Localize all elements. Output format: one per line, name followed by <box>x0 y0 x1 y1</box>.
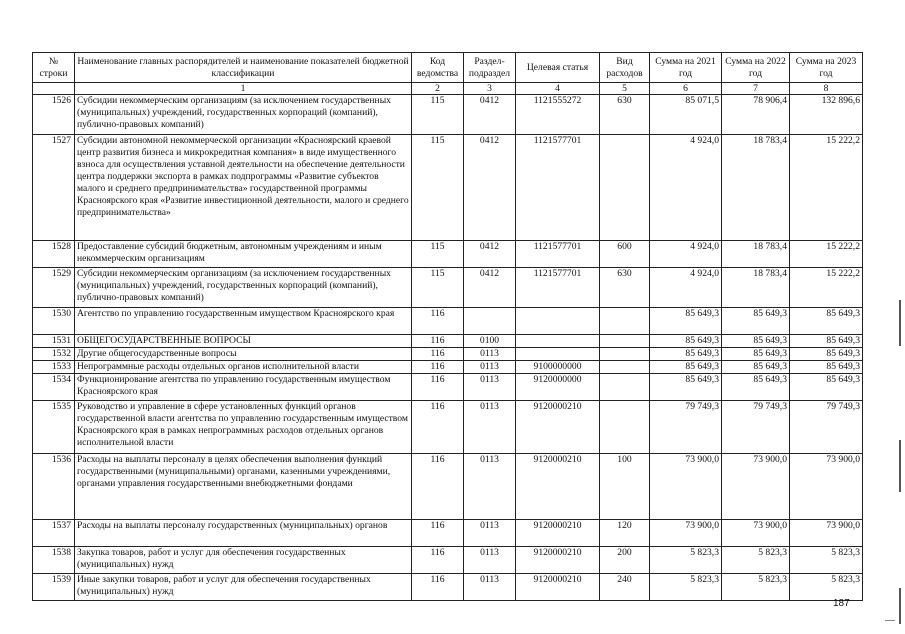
table-row <box>33 95 863 135</box>
column-index: 4 <box>516 83 600 95</box>
row-code: 116 <box>412 374 464 401</box>
header-name: Наименование главных распорядителей и наименование показателей бюджетной классификации <box>75 53 412 83</box>
row-code: 115 <box>412 241 464 268</box>
row-sum-2023: 85 649,3 <box>790 335 863 348</box>
row-sum-2022: 85 649,3 <box>722 348 790 361</box>
row-number: 1531 <box>33 335 75 348</box>
row-kind: 600 <box>600 241 650 268</box>
row-sum-2023: 15 222,2 <box>790 241 863 268</box>
column-index: 8 <box>790 83 863 95</box>
row-kind <box>600 374 650 401</box>
row-sum-2022: 5 823,3 <box>722 574 790 601</box>
row-section: 0113 <box>464 401 516 454</box>
table-row <box>33 308 863 335</box>
header-row <box>33 53 863 83</box>
row-section: 0113 <box>464 361 516 374</box>
row-target: 1121577701 <box>516 135 600 241</box>
row-code: 116 <box>412 574 464 601</box>
row-section: 0412 <box>464 135 516 241</box>
row-target: 9120000210 <box>516 401 600 454</box>
row-name: Руководство и управление в сфере установленных функций органов государственной власти агентства по управлению государственным имуществом Красноярского края в рамках непрограммных расходов отдельных органов исполнительной власти <box>75 401 412 454</box>
header-sum-2022: Сумма на 2022 год <box>722 53 790 83</box>
row-target: 1121577701 <box>516 241 600 268</box>
row-section <box>464 308 516 335</box>
row-sum-2023: 85 649,3 <box>790 308 863 335</box>
row-target: 9120000210 <box>516 454 600 520</box>
header-code: Код ведомства <box>412 53 464 83</box>
table-row <box>33 374 863 401</box>
row-sum-2023: 85 649,3 <box>790 374 863 401</box>
table-row <box>33 135 863 241</box>
row-sum-2022: 73 900,0 <box>722 520 790 547</box>
row-sum-2022: 79 749,3 <box>722 401 790 454</box>
row-code: 116 <box>412 401 464 454</box>
column-index: 3 <box>464 83 516 95</box>
row-number: 1529 <box>33 268 75 308</box>
row-number: 1530 <box>33 308 75 335</box>
row-section: 0100 <box>464 335 516 348</box>
row-target <box>516 308 600 335</box>
row-sum-2021: 85 071,5 <box>650 95 722 135</box>
row-sum-2023: 85 649,3 <box>790 348 863 361</box>
column-index: 2 <box>412 83 464 95</box>
row-target: 1121577701 <box>516 268 600 308</box>
column-index: 6 <box>650 83 722 95</box>
row-name: ОБЩЕГОСУДАРСТВЕННЫЕ ВОПРОСЫ <box>75 335 412 348</box>
row-kind <box>600 361 650 374</box>
row-code: 116 <box>412 454 464 520</box>
table-row <box>33 361 863 374</box>
row-sum-2022: 85 649,3 <box>722 361 790 374</box>
row-target: 1121555272 <box>516 95 600 135</box>
row-kind: 100 <box>600 454 650 520</box>
table-row <box>33 547 863 574</box>
row-code: 116 <box>412 335 464 348</box>
table-row <box>33 348 863 361</box>
row-sum-2023: 73 900,0 <box>790 520 863 547</box>
row-name: Агентство по управлению государственным имуществом Красноярского края <box>75 308 412 335</box>
row-section: 0113 <box>464 547 516 574</box>
row-sum-2021: 5 823,3 <box>650 574 722 601</box>
scan-edge-mark <box>885 620 895 621</box>
row-kind: 200 <box>600 547 650 574</box>
row-sum-2023: 85 649,3 <box>790 361 863 374</box>
row-sum-2022: 18 783,4 <box>722 241 790 268</box>
row-sum-2021: 85 649,3 <box>650 361 722 374</box>
row-sum-2021: 85 649,3 <box>650 374 722 401</box>
row-code: 115 <box>412 95 464 135</box>
row-target <box>516 348 600 361</box>
table-row <box>33 454 863 520</box>
row-name: Непрограммные расходы отдельных органов исполнительной власти <box>75 361 412 374</box>
column-index: 1 <box>75 83 412 95</box>
row-section: 0113 <box>464 574 516 601</box>
row-sum-2022: 85 649,3 <box>722 374 790 401</box>
row-target <box>516 335 600 348</box>
row-code: 115 <box>412 135 464 241</box>
row-target: 9120000210 <box>516 547 600 574</box>
row-sum-2022: 73 900,0 <box>722 454 790 520</box>
column-index <box>33 83 75 95</box>
table-body <box>33 95 863 601</box>
row-name: Другие общегосударственные вопросы <box>75 348 412 361</box>
row-number: 1534 <box>33 374 75 401</box>
row-kind <box>600 308 650 335</box>
header-sum-2021: Сумма на 2021 год <box>650 53 722 83</box>
row-section: 0113 <box>464 374 516 401</box>
scan-edge-mark <box>899 300 901 346</box>
row-name: Закупка товаров, работ и услуг для обеспечения государственных (муниципальных) нужд <box>75 547 412 574</box>
row-name: Иные закупки товаров, работ и услуг для обеспечения государственных (муниципальных) нужд <box>75 574 412 601</box>
row-sum-2023: 5 823,3 <box>790 547 863 574</box>
row-sum-2022: 5 823,3 <box>722 547 790 574</box>
row-sum-2023: 79 749,3 <box>790 401 863 454</box>
table-row <box>33 241 863 268</box>
column-index: 5 <box>600 83 650 95</box>
row-number: 1526 <box>33 95 75 135</box>
row-kind <box>600 401 650 454</box>
row-sum-2023: 5 823,3 <box>790 574 863 601</box>
header-num: № строки <box>33 53 75 83</box>
row-kind <box>600 135 650 241</box>
row-kind <box>600 335 650 348</box>
table-row <box>33 574 863 601</box>
row-sum-2021: 4 924,0 <box>650 241 722 268</box>
column-index-row <box>33 83 863 95</box>
row-sum-2021: 85 649,3 <box>650 348 722 361</box>
row-sum-2023: 132 896,6 <box>790 95 863 135</box>
row-kind: 630 <box>600 95 650 135</box>
row-code: 116 <box>412 361 464 374</box>
row-number: 1539 <box>33 574 75 601</box>
table-row <box>33 335 863 348</box>
row-section: 0113 <box>464 454 516 520</box>
header-target: Целевая статья <box>516 53 600 83</box>
row-code: 116 <box>412 308 464 335</box>
row-name: Функционирование агентства по управлению государственным имуществом Красноярского края <box>75 374 412 401</box>
row-section: 0113 <box>464 348 516 361</box>
row-section: 0412 <box>464 241 516 268</box>
row-name: Расходы на выплаты персоналу в целях обеспечения выполнения функций государственными (муниципальными) органами, казенными учреждениями, органами управления государственными внебюджетными фондами <box>75 454 412 520</box>
row-number: 1533 <box>33 361 75 374</box>
table-row <box>33 520 863 547</box>
page-number: 187 <box>833 598 850 609</box>
row-number: 1538 <box>33 547 75 574</box>
row-sum-2022: 18 783,4 <box>722 135 790 241</box>
row-number: 1527 <box>33 135 75 241</box>
row-sum-2023: 73 900,0 <box>790 454 863 520</box>
row-name: Субсидии некоммерческим организациям (за исключением государственных (муниципальных) учреждений, государственных корпораций (компаний), публично-правовых компаний) <box>75 268 412 308</box>
row-code: 116 <box>412 547 464 574</box>
scan-edge-mark <box>899 588 901 624</box>
table-row <box>33 401 863 454</box>
row-sum-2021: 79 749,3 <box>650 401 722 454</box>
row-number: 1528 <box>33 241 75 268</box>
row-name: Расходы на выплаты персоналу государственных (муниципальных) органов <box>75 520 412 547</box>
table-row <box>33 268 863 308</box>
row-kind: 630 <box>600 268 650 308</box>
row-target: 9120000210 <box>516 520 600 547</box>
row-target: 9120000210 <box>516 574 600 601</box>
row-sum-2021: 85 649,3 <box>650 335 722 348</box>
row-sum-2022: 18 783,4 <box>722 268 790 308</box>
header-kind: Вид расходов <box>600 53 650 83</box>
row-sum-2023: 15 222,2 <box>790 268 863 308</box>
row-kind: 120 <box>600 520 650 547</box>
row-sum-2021: 4 924,0 <box>650 135 722 241</box>
row-code: 116 <box>412 520 464 547</box>
row-number: 1532 <box>33 348 75 361</box>
row-sum-2021: 85 649,3 <box>650 308 722 335</box>
row-sum-2021: 4 924,0 <box>650 268 722 308</box>
row-number: 1537 <box>33 520 75 547</box>
row-sum-2021: 5 823,3 <box>650 547 722 574</box>
row-sum-2022: 85 649,3 <box>722 308 790 335</box>
header-section: Раздел-подраздел <box>464 53 516 83</box>
row-sum-2023: 15 222,2 <box>790 135 863 241</box>
header-sum-2023: Сумма на 2023 год <box>790 53 863 83</box>
row-target: 9100000000 <box>516 361 600 374</box>
row-section: 0412 <box>464 95 516 135</box>
row-sum-2021: 73 900,0 <box>650 454 722 520</box>
row-number: 1535 <box>33 401 75 454</box>
row-code: 115 <box>412 268 464 308</box>
budget-table-sheet <box>32 52 862 601</box>
row-number: 1536 <box>33 454 75 520</box>
row-target: 9120000000 <box>516 374 600 401</box>
row-section: 0113 <box>464 520 516 547</box>
row-name: Субсидии автономной некоммерческой организации «Красноярский краевой центр развития бизнеса и микрокредитная компания» в виде имущественного взноса для осуществления уставной деятельности на обеспечение деятельности центра поддержки экспорта в рамках подпрограммы «Развитие субъектов малого и среднего предпринимательства» государственной программы Красноярского края «Развитие инвестиционной деятельности, малого и среднего предпринимательства» <box>75 135 412 241</box>
scan-edge-mark <box>899 440 901 492</box>
row-name: Предоставление субсидий бюджетным, автономным учреждениям и иным некоммерческим организациям <box>75 241 412 268</box>
row-kind: 240 <box>600 574 650 601</box>
row-section: 0412 <box>464 268 516 308</box>
row-name: Субсидии некоммерческим организациям (за исключением государственных (муниципальных) учреждений, государственных корпораций (компаний), публично-правовых компаний) <box>75 95 412 135</box>
row-code: 116 <box>412 348 464 361</box>
budget-table <box>32 52 863 601</box>
row-sum-2022: 78 906,4 <box>722 95 790 135</box>
row-sum-2022: 85 649,3 <box>722 335 790 348</box>
column-index: 7 <box>722 83 790 95</box>
row-sum-2021: 73 900,0 <box>650 520 722 547</box>
row-kind <box>600 348 650 361</box>
